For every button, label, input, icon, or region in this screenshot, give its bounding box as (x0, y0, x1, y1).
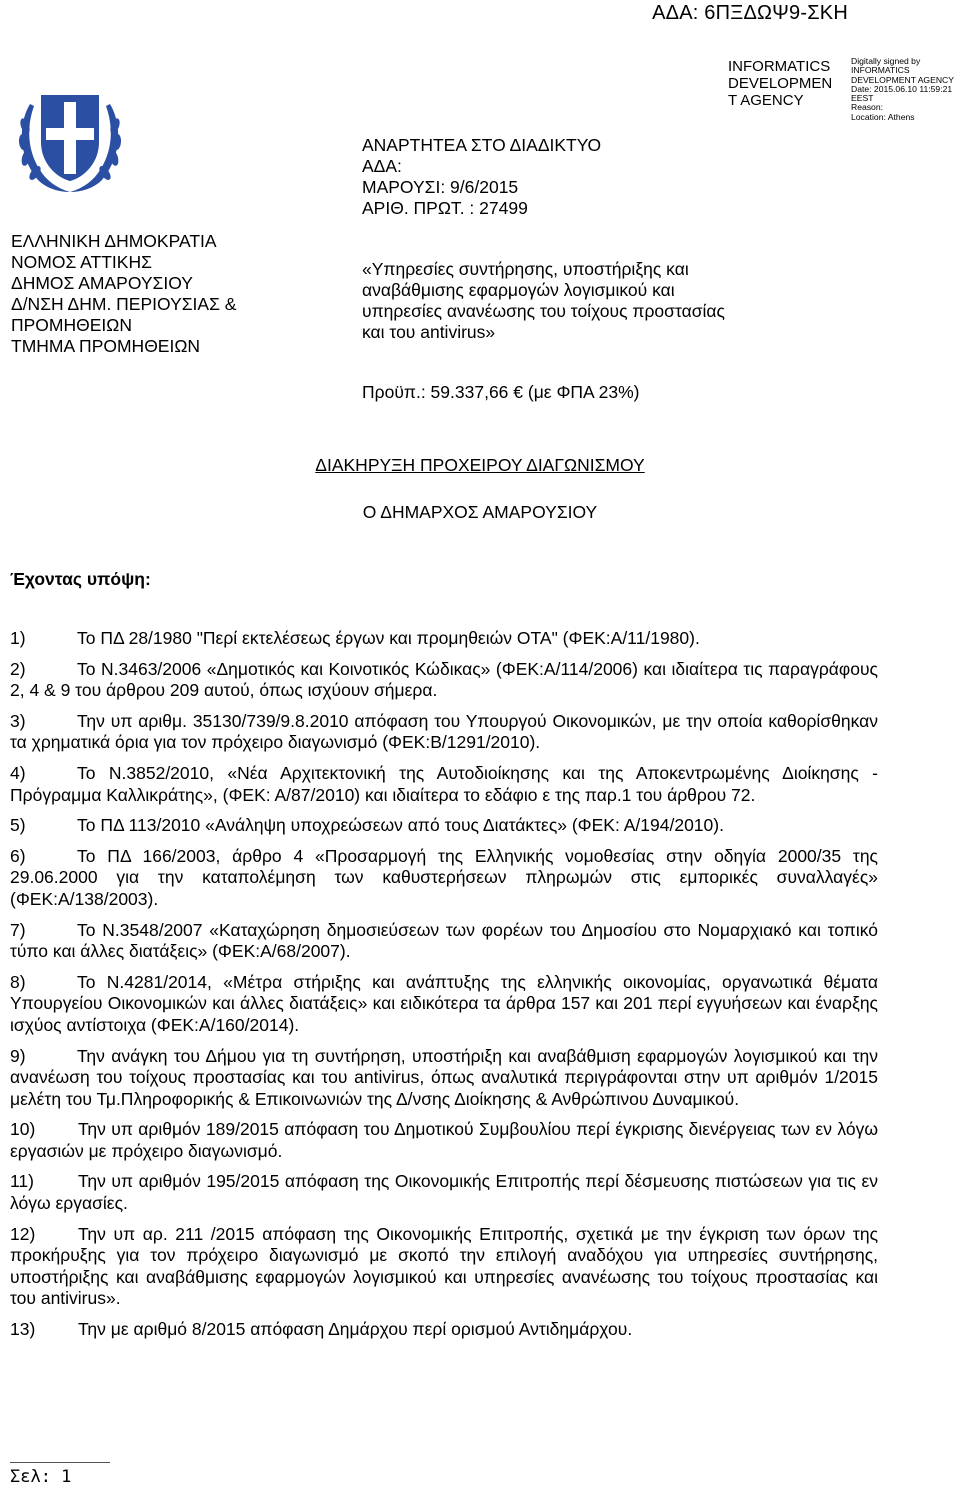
issuer-line: ΠΡΟΜΗΘΕΙΩΝ (11, 315, 133, 335)
mayor-title: Ο ΔΗΜΑΡΧΟΣ ΑΜΑΡΟΥΣΙΟΥ (362, 502, 598, 522)
signature-detail-line: EEST (851, 93, 874, 104)
signature-detail-line: Reason: (851, 102, 884, 113)
item-number: 12) (10, 1223, 36, 1244)
list-item (10, 1046, 878, 1111)
posting-line: ΑΔΑ: (362, 156, 402, 176)
item-text: Την ανάγκη του Δήμου για τη συντήρηση, υποστήριξη και αναβάθμιση εφαρμογών λογισμικού και την ανανέωση του τοίχους προστασίας και του antivirus, όπως αναλυτικά περιγράφονται στην υπ αριθμόν 1/2015 μελέτη του Τμ.Πληροφορικής & Επικοινωνιών της Δ/νσης Διοίκησης & Ανθρώπινου Δυναμικού. (10, 1045, 878, 1109)
item-text: Την υπ αρ. 211 /2015 απόφαση της Οικονομικής Επιτροπής, σχετικά με την έγκριση των όρων της προκήρυξης για τον πρόχειρο διαγωνισμό με σκοπό την επιλογή αναδόχου για υπηρεσίες συντήρησης, υποστήριξης και αναβάθμισης εφαρμογών λογισμικού και υπηρεσίες ανανέωσης του τοίχους προστασίας και του antivirus». (10, 1223, 878, 1309)
subject-line: «Υπηρεσίες συντήρησης, υποστήριξης και (362, 259, 689, 279)
item-number: 1) (10, 628, 26, 648)
list-item (10, 1119, 878, 1162)
tender-subject (362, 259, 725, 343)
considering-label: Έχοντας υπόψη: (10, 569, 151, 589)
item-number: 5) (10, 815, 26, 836)
list-item (10, 1224, 878, 1310)
item-number: 4) (10, 762, 26, 783)
signature-detail-line: Digitally signed by (851, 56, 921, 66)
signature-org-line: DEVELOPMEN (728, 75, 833, 92)
item-number: 3) (10, 710, 26, 731)
item-number: 10) (10, 1119, 36, 1140)
signature-detail-line: Date: 2015.06.10 11:59:21 (851, 83, 953, 94)
item-text: Την με αριθμό 8/2015 απόφαση Δημάρχου περί ορισμού Αντιδημάρχου. (78, 1319, 633, 1340)
issuer-line: ΤΜΗΜΑ ΠΡΟΜΗΘΕΙΩΝ (11, 336, 201, 356)
list-item (10, 711, 878, 754)
item-text: Το Ν.3852/2010, «Νέα Αρχιτεκτονική της Αυτοδιοίκησης και της Αποκεντρωμένης Διοίκησης - Πρόγραμμα Καλλικράτης», (ΦΕΚ: Α/87/2010) και ιδιαίτερα το εδάφιο ε της παρ.1 του άρθρου 72. (10, 762, 878, 805)
signature-org-line: T AGENCY (728, 92, 804, 109)
item-number: 9) (10, 1045, 26, 1066)
legal-basis-list (10, 628, 878, 1341)
budget-amount: Προϋπ.: 59.337,66 € (με ΦΠΑ 23%) (362, 382, 640, 402)
posting-line: ΑΝΑΡΤΗΤΕΑ ΣΤΟ ΔΙΑΔΙΚΤΥΟ (362, 135, 602, 155)
item-text: Την υπ αριθμόν 195/2015 απόφαση της Οικονομικής Επιτροπής περί δέσμευσης πιστώσεων για τις εν λόγω εργασίες. (10, 1171, 878, 1214)
item-text: Την υπ αριθμόν 189/2015 απόφαση του Δημοτικού Συμβουλίου περί έγκρισης διενέργειας των εν λόγω εργασιών με πρόχειρο διαγωνισμό. (10, 1119, 878, 1161)
item-number: 2) (10, 658, 26, 679)
issuer-line: ΔΗΜΟΣ ΑΜΑΡΟΥΣΙΟΥ (11, 273, 193, 293)
list-item (10, 628, 878, 650)
issuing-authority (11, 231, 236, 357)
item-text: Το ΠΔ 166/2003, άρθρο 4 «Προσαρμογή της Ελληνικής νομοθεσίας στην οδηγία 2000/35 της 29.06.2000 για την καταπολέμηση των καθυστερήσεων πληρωμών στις εμπορικές συναλλαγές» (ΦΕΚ:Α/138/2003). (10, 845, 878, 909)
item-number: 13) (10, 1319, 36, 1340)
digital-signature-details (851, 57, 954, 122)
list-item (10, 1319, 878, 1341)
page-number: Σελ: 1 (10, 1467, 72, 1487)
signature-detail-line: Location: Athens (851, 111, 915, 122)
cross-horizontal (46, 128, 94, 140)
posting-info (362, 135, 601, 219)
list-item (10, 659, 878, 702)
issuer-line: ΕΛΛΗΝΙΚΗ ΔΗΜΟΚΡΑΤΙΑ (11, 231, 217, 251)
list-item (10, 972, 878, 1037)
list-item (10, 846, 878, 911)
item-text: Το Ν.4281/2014, «Μέτρα στήριξης και ανάπτυξης της ελληνικής οικονομίας, οργανωτικά θέματα Υπουργείου Οικονομικών και άλλες διατάξεις» και ειδικότερα τα άρθρα 157 και 201 περί εγγυήσεων και έναρξης ισχύος αντίστοιχα (ΦΕΚ:Α/160/2014). (10, 971, 878, 1035)
posting-line: ΜΑΡΟΥΣΙ: 9/6/2015 (362, 177, 519, 197)
item-number: 11) (10, 1171, 34, 1192)
item-number: 6) (10, 845, 26, 866)
list-item (10, 920, 878, 963)
subject-line: και του antivirus» (362, 322, 496, 342)
signature-org-line: INFORMATICS (728, 58, 831, 75)
footer-divider (10, 1462, 110, 1463)
subject-line: αναβάθμισης εφαρμογών λογισμικού και (362, 280, 675, 300)
list-item (10, 815, 878, 837)
document-heading: ΔΙΑΚΗΡΥΞΗ ΠΡΟΧΕΙΡΟΥ ΔΙΑΓΩΝΙΣΜΟΥ (315, 455, 645, 475)
item-text: Την υπ αριθμ. 35130/739/9.8.2010 απόφαση του Υπουργού Οικονομικών, με την οποία καθορίσθηκαν τα χρηματικά όρια για τον πρόχειρο διαγωνισμό (ΦΕΚ:Β/1291/2010). (10, 710, 878, 753)
posting-line: ΑΡΙΘ. ΠΡΩΤ. : 27499 (362, 198, 528, 218)
item-text: Το Ν.3463/2006 «Δημοτικός και Κοινοτικός Κώδικας» (ΦΕΚ:Α/114/2006) και ιδιαίτερα τις παραγράφους 2, 4 & 9 του άρθρου 209 αυτού, όπως ισχύουν σήμερα. (10, 658, 878, 701)
signature-detail-line: DEVELOPMENT AGENCY (851, 74, 954, 85)
item-number: 8) (10, 971, 26, 992)
item-text: Το Ν.3548/2007 «Καταχώρηση δημοσιεύσεων των φορέων του Δημοσίου στο Νομαρχιακό και τοπικό τύπο και άλλες διατάξεις» (ΦΕΚ:Α/68/2007). (10, 919, 878, 962)
item-text: Το ΠΔ 113/2010 «Ανάληψη υποχρεώσεων από τους Διατάκτες» (ΦΕΚ: Α/194/2010). (77, 815, 724, 836)
issuer-line: ΝΟΜΟΣ ΑΤΤΙΚΗΣ (11, 252, 152, 272)
signature-organization (728, 58, 832, 109)
list-item (10, 763, 878, 806)
greek-coat-of-arms-icon (16, 84, 124, 194)
signature-detail-line: INFORMATICS (851, 65, 910, 76)
subject-line: υπηρεσίες ανανέωσης του τοίχους προστασίας (362, 301, 725, 321)
item-text: Το ΠΔ 28/1980 "Περί εκτελέσεως έργων και προμηθειών ΟΤΑ" (ΦΕΚ:Α/11/1980). (77, 628, 700, 648)
item-number: 7) (10, 919, 26, 940)
issuer-line: Δ/ΝΣΗ ΔΗΜ. ΠΕΡΙΟΥΣΙΑΣ & (11, 294, 237, 314)
list-item (10, 1171, 878, 1214)
ada-code: ΑΔΑ: 6ΠΞΔΩΨ9-ΣΚΗ (652, 2, 848, 24)
